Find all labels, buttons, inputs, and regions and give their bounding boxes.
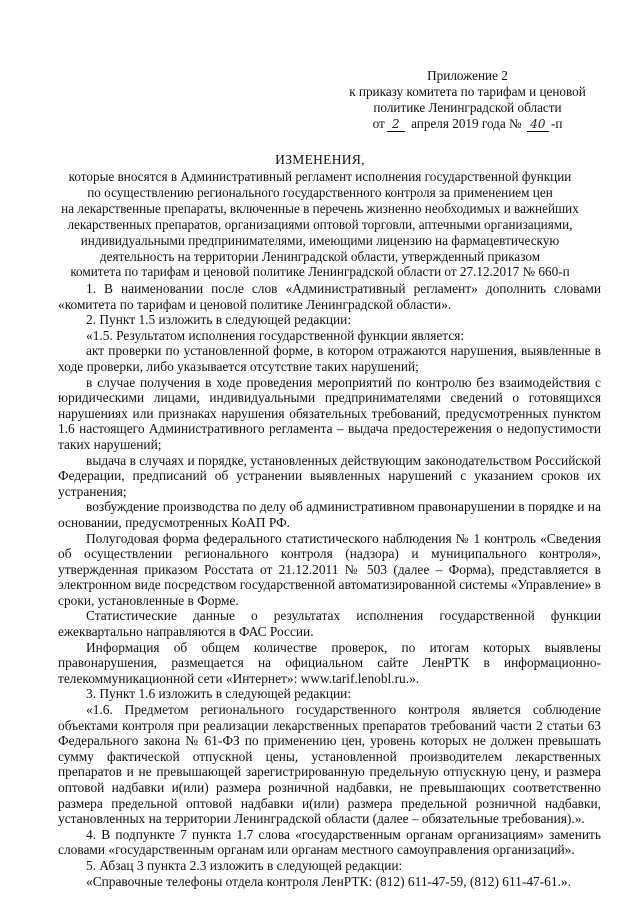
appendix-authority-line: политике Ленинградской области <box>373 100 562 115</box>
handwritten-order-number: 40 <box>527 118 549 132</box>
subtitle-line: лекарственных препаратов, организациями оптовой торговли, аптечными организациями, <box>67 216 573 232</box>
paragraph-quote-1-6: «1.6. Предметом регионального государственного контроля является соблюдение объектами контроля при реализации лекарственных препаратов требований части 2 статьи 63 Федерального закона № 61-ФЗ по применению цен, уровень которых не должен превышать сумму фактической отпускной цены, установленной производителем лекарственных препаратов и не превышающей зарегистрированную предельную отпускную цену, и размера оптовой надбавки и(или) размера розничной надбавки, не превышающих соответственно размера предельной оптовой надбавки и(или) размера предельной розничной надбавки, установленных на территории Ленинградской области (далее – обязательные требования).». <box>58 702 601 827</box>
paragraph-item-1: 1. В наименовании после слов «Административный регламент» дополнить словами «комитета по тарифам и ценовой политике Ленинградской области». <box>58 281 601 312</box>
document-title: ИЗМЕНЕНИЯ, <box>275 152 365 167</box>
subtitle-line: по осуществлению регионального государственного контроля за применением цен <box>87 184 553 200</box>
appendix-order-line: к приказу комитета по тарифам и ценовой <box>349 84 586 99</box>
paragraph: возбуждение производства по делу об административном правонарушении в порядке и на основании, предусмотренных КоАП РФ. <box>58 499 601 530</box>
paragraph: Информация об общем количестве проверок, по итогам которых выявлены правонарушения, размещается на официальном сайте ЛенРТК в информационно-телекоммуникационной сети «Интернет»: www.tarif.lenobl.ru.». <box>58 639 601 686</box>
subtitle-line: деятельность на территории Ленинградской области, утвержденный приказом <box>99 248 541 264</box>
paragraph-item-2: 2. Пункт 1.5 изложить в следующей редакции: <box>86 312 352 328</box>
appendix-number: Приложение 2 <box>427 68 508 83</box>
appendix-header <box>340 68 595 132</box>
subtitle-line: которые вносятся в Административный регламент исполнения государственной функции <box>68 169 572 184</box>
subtitle-line: на лекарственные препараты, включенные в перечень жизненно необходимых и важнейших <box>61 200 579 216</box>
paragraph: выдача в случаях и порядке, установленных действующим законодательством Российской Федерации, предписаний об устранении выявленных нарушений с указанием сроков их устранения; <box>58 452 601 499</box>
date-month-year: апреля 2019 года № <box>411 116 522 131</box>
document-body <box>58 281 601 889</box>
appendix-date-line <box>340 116 595 132</box>
paragraph: акт проверки по установленной форме, в котором отражаются нарушения, выявленные в ходе проверки, либо указывается отсутствие таких нарушений; <box>58 343 601 374</box>
subtitle-line: комитета по тарифам и ценовой политике Ленинградской области от 27.12.2017 № 660-п <box>70 264 570 280</box>
paragraph-quote-1-5: «1.5. Результатом исполнения государственной функции является: <box>86 327 465 343</box>
handwritten-day: 2 <box>387 118 405 132</box>
paragraph-item-4: 4. В подпункте 7 пункта 1.7 слова «государственным органам организациям» заменить словами «государственным органам или органам местного самоуправления организаций». <box>58 826 601 858</box>
paragraph-item-5: 5. Абзац 3 пункта 2.3 изложить в следующей редакции: <box>86 857 403 873</box>
paragraph: Статистические данные о результатах исполнения государственной функции ежеквартально направляются в ФАС России. <box>58 608 601 640</box>
paragraph: Полугодовая форма федерального статистического наблюдения № 1 контроль «Сведения об осуществлении регионального контроля (надзора) и муниципального контроля», утвержденная приказом Росстата от 21.12.2011 № 503 (далее – Форма), представляется в электронном виде посредством государственной автоматизированной системы «Управление» в сроки, установленные в Форме. <box>58 530 601 608</box>
paragraph: в случае получения в ходе проведения мероприятий по контролю без взаимодействия с юридическими лицами, индивидуальными предпринимателями сведений о готовящихся нарушениях или признаках нарушения обязательных требований, предусмотренных пунктом 1.6 настоящего Административного регламента – выдача предостережения о недопустимости таких нарушений; <box>58 374 601 452</box>
date-prefix: от <box>372 116 385 131</box>
paragraph-item-3: 3. Пункт 1.6 изложить в следующей редакции: <box>86 686 352 702</box>
subtitle-line: индивидуальными предпринимателями, имеющими лицензию на фармацевтическую <box>80 232 560 248</box>
document-subtitle <box>60 169 580 280</box>
paragraph-phones: «Справочные телефоны отдела контроля ЛенРТК: (812) 611-47-59, (812) 611-47-61.». <box>86 873 571 889</box>
number-suffix: -п <box>550 116 563 131</box>
